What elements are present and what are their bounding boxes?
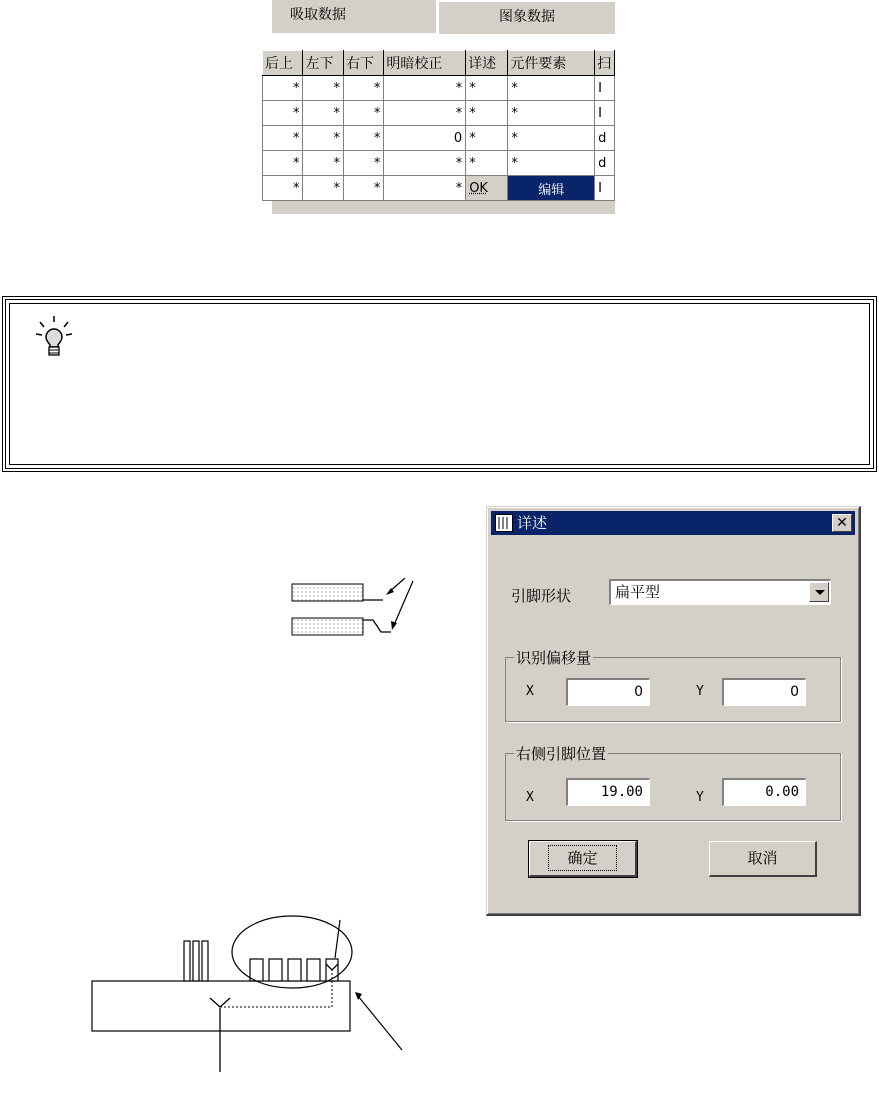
grid-cell[interactable]: * [508, 101, 595, 126]
grid-cell[interactable]: * [263, 151, 303, 176]
table-row [263, 76, 615, 101]
grid-cell[interactable]: * [303, 126, 343, 151]
grid-cell[interactable]: I [595, 101, 615, 126]
offset-y-label: Y [696, 684, 704, 699]
lead-shape-diagram [285, 575, 435, 645]
grid-cell[interactable]: * [384, 76, 466, 101]
grid-cell[interactable]: I [595, 76, 615, 101]
table-row [263, 101, 615, 126]
lightbulb-icon [34, 314, 74, 360]
close-icon[interactable]: ✕ [832, 514, 852, 532]
tab-strip [272, 0, 615, 34]
dialog-title: 详述 [517, 514, 548, 532]
grid-cell[interactable]: * [343, 151, 383, 176]
grid-cell[interactable]: * [303, 101, 343, 126]
grid-cell[interactable]: * [263, 101, 303, 126]
col-header[interactable]: 元件要素 [508, 51, 595, 76]
col-header[interactable]: 扫 [595, 51, 615, 76]
grid-cell[interactable]: * [303, 76, 343, 101]
col-header[interactable]: 右下 [343, 51, 383, 76]
table-row [263, 176, 615, 201]
col-header[interactable]: 明暗校正 [384, 51, 466, 76]
col-header[interactable]: 后上 [263, 51, 303, 76]
grid-cell[interactable]: I [595, 176, 615, 201]
offset-group-title: 识别偏移量 [516, 649, 592, 667]
grid-cell[interactable]: * [384, 151, 466, 176]
right-y-label: Y [696, 790, 704, 805]
offset-x-label: X [526, 684, 534, 699]
tip-box [2, 296, 877, 472]
grid-cell[interactable]: d [595, 151, 615, 176]
detail-dialog [486, 506, 861, 916]
offset-x-field[interactable]: 0 [566, 678, 650, 706]
right-pin-group [505, 745, 841, 821]
grid-cell[interactable]: * [508, 76, 595, 101]
dialog-app-icon [495, 514, 513, 532]
grid-cell[interactable]: * [466, 101, 508, 126]
grid-cell[interactable]: * [343, 126, 383, 151]
right-x-field[interactable]: 19.00 [566, 778, 650, 806]
grid-cell[interactable]: * [303, 176, 343, 201]
detail-ok-cell[interactable]: OK [466, 176, 508, 201]
grid-cell[interactable]: * [263, 176, 303, 201]
cancel-button[interactable]: 取消 [709, 841, 817, 877]
grid-cell[interactable]: * [384, 101, 466, 126]
grid-cell[interactable]: * [343, 176, 383, 201]
grid-cell[interactable]: 0 [384, 126, 466, 151]
grid-cell[interactable]: * [508, 126, 595, 151]
tab-absorb-data[interactable]: 吸取数据 [272, 0, 437, 34]
pin-shape-select[interactable] [609, 579, 831, 605]
grid-cell[interactable]: * [263, 76, 303, 101]
col-header[interactable]: 详述 [466, 51, 508, 76]
edit-button[interactable]: 编辑 [508, 176, 595, 201]
right-y-field[interactable]: 0.00 [722, 778, 806, 806]
ok-button-label: 确定 [548, 845, 616, 871]
ok-button[interactable] [529, 841, 637, 877]
offset-group [505, 649, 841, 722]
grid-cell[interactable]: * [384, 176, 466, 201]
component-offset-diagram [80, 920, 420, 1080]
col-header[interactable]: 左下 [303, 51, 343, 76]
tip-box-inner [9, 303, 870, 465]
grid-cell[interactable]: * [343, 101, 383, 126]
grid-cell[interactable]: d [595, 126, 615, 151]
grid-cell[interactable]: * [466, 76, 508, 101]
grid-cell[interactable]: * [466, 126, 508, 151]
grid-cell[interactable]: * [303, 151, 343, 176]
offset-y-field[interactable]: 0 [722, 678, 806, 706]
right-x-label: X [526, 790, 534, 805]
pin-shape-label: 引脚形状 [511, 587, 572, 605]
pin-shape-value: 扁平型 [615, 583, 661, 601]
grid-cell[interactable]: * [343, 76, 383, 101]
grid-cell[interactable]: * [466, 151, 508, 176]
grid-cell[interactable]: * [263, 126, 303, 151]
table-row [263, 126, 615, 151]
grid-cell[interactable]: * [508, 151, 595, 176]
right-pin-group-title: 右侧引脚位置 [516, 745, 607, 763]
dropdown-arrow-icon[interactable] [809, 582, 829, 602]
data-grid [265, 50, 615, 214]
table-row [263, 151, 615, 176]
tab-image-data[interactable]: 图象数据 [437, 0, 615, 34]
dialog-titlebar[interactable] [491, 511, 855, 535]
grid-header-row [263, 51, 615, 76]
